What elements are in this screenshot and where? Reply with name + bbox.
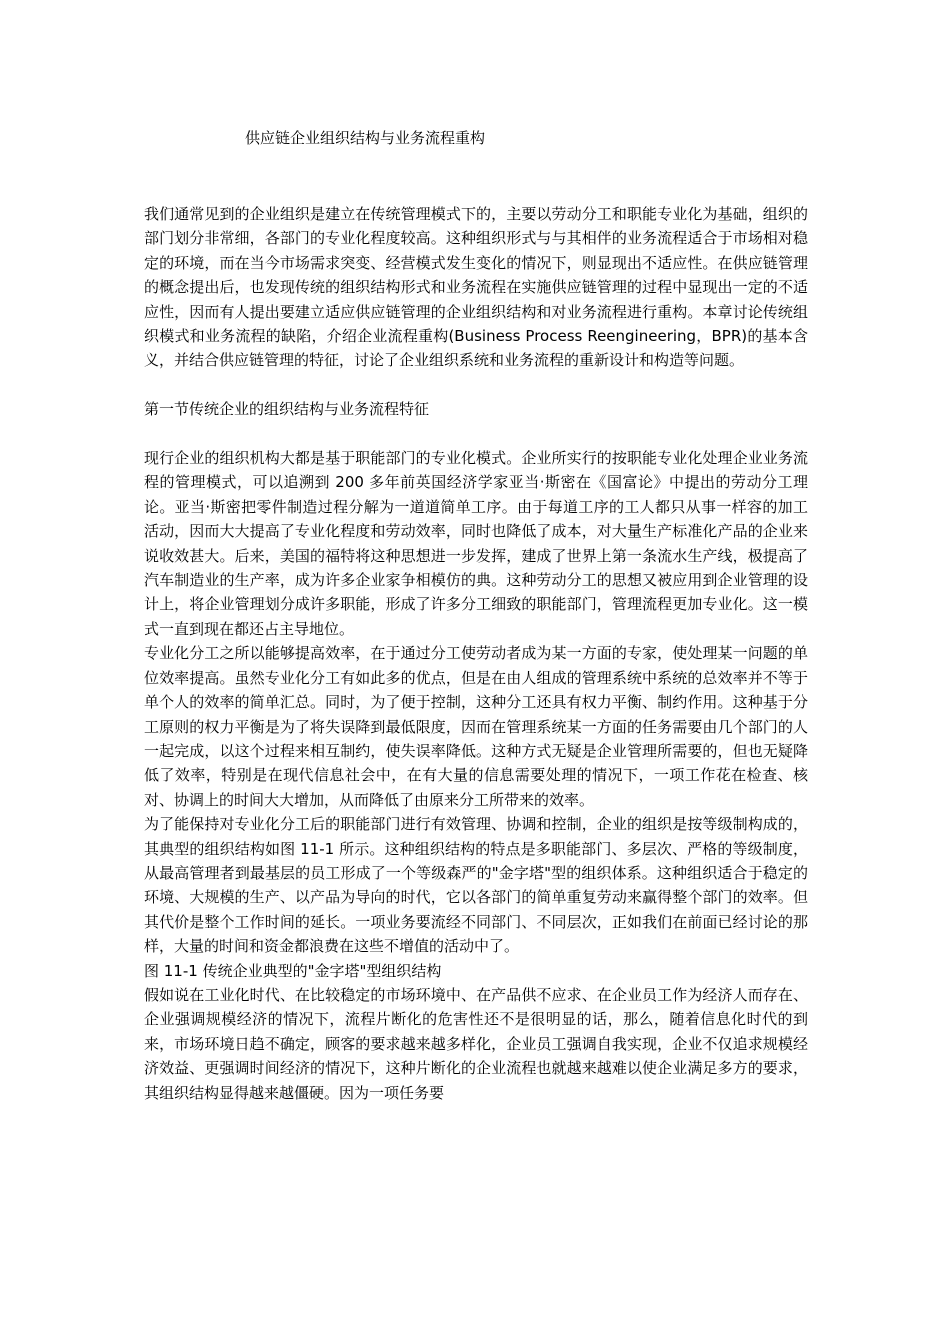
figure-caption: 图 11-1 传统企业典型的"金字塔"型组织结构 bbox=[144, 961, 442, 980]
intro-paragraph: 我们通常见到的企业组织是建立在传统管理模式下的，主要以劳动分工和职能专业化为基础，组织的部门划分非常细，各部门的专业化程度较高。这种组织形式与与其相伴的业务流程适合于市场相对稳定的环境，而在当今市场需求突变、经营模式发生变化的情况下，则显现出不适应性。在供应链管理的概念提出后，也发现传统的组织结构形式和业务流程在实施供应链管理的过程中显现出一定的不适应性，因而有人提出要建立适应供应链管理的企业组织结构和对业务流程进行重构。本章讨论传统组织模式和业务流程的缺陷，介绍企业流程重构(Business Process Reengineering，BPR)的基本含义，并结合供应链管理的特征，讨论了企业组织系统和业务流程的重新设计和构造等问题。 bbox=[144, 205, 808, 370]
body-paragraph-3: 为了能保持对专业化分工后的职能部门进行有效管理、协调和控制，企业的组织是按等级制构成的，其典型的组织结构如图 11-1 所示。这种组织结构的特点是多职能部门、多层次、严格的等级制度，从最高管理者到最基层的员工形成了一个等级森严的"金字塔"型的组织体系。这种组织适合于稳定的环境、大规模的生产、以产品为导向的时代，它以各部门的简单重复劳动来赢得整个部门的效率。但其代价是整个工作时间的延长。一项业务要流经不同部门、不同层次，正如我们在前面已经讨论的那样，大量的时间和资金都浪费在这些不增值的活动中了。 bbox=[144, 815, 808, 956]
body-paragraph-2: 专业化分工之所以能够提高效率，在于通过分工使劳动者成为某一方面的专家，使处理某一问题的单位效率提高。虽然专业化分工有如此多的优点，但是在由人组成的管理系统中系统的总效率并不等于单个人的效率的简单汇总。同时，为了便于控制，这种分工还具有权力平衡、制约作用。这种基于分工原则的权力平衡是为了将失误降到最低限度，因而在管理系统某一方面的任务需要由几个部门的人一起完成，以这个过程来相互制约，使失误率降低。这种方式无疑是企业管理所需要的，但也无疑降低了效率，特别是在现代信息社会中，在有大量的信息需要处理的情况下，一项工作花在检查、核对、协调上的时间大大增加，从而降低了由原来分工所带来的效率。 bbox=[144, 644, 808, 809]
body-paragraph-1: 现行企业的组织机构大都是基于职能部门的专业化模式。企业所实行的按职能专业化处理企业业务流程的管理模式，可以追溯到 200 多年前英国经济学家亚当·斯密在《国富论》中提出的劳动分工理论。亚当·斯密把零件制造过程分解为一道道简单工序。由于每道工序的工人都只从事一样容的加工活动，因而大大提高了专业化程度和劳动效率，同时也降低了成本，对大量生产标准化产品的企业来说收效甚大。后来，美国的福特将这种思想进一步发挥，建成了世界上第一条流水生产线，极提高了汽车制造业的生产率，成为许多企业家争相模仿的典。这种劳动分工的思想又被应用到企业管理的设计上，将企业管理划分成许多职能，形成了许多分工细致的职能部门，管理流程更加专业化。这一模式一直到现在都还占主导地位。 bbox=[144, 449, 808, 638]
document-title: 供应链企业组织结构与业务流程重构 bbox=[245, 129, 486, 147]
section-heading: 第一节传统企业的组织结构与业务流程特征 bbox=[144, 400, 430, 419]
document-body bbox=[144, 202, 808, 1105]
body-paragraph-4: 假如说在工业化时代、在比较稳定的市场环境中、在产品供不应求、在企业员工作为经济人而存在、企业强调规模经济的情况下，流程片断化的危害性还不是很明显的话，那么，随着信息化时代的到来，市场环境日趋不确定，顾客的要求越来越多样化，企业员工强调自我实现，企业不仅追求规模经济效益、更强调时间经济的情况下，这种片断化的企业流程也就越来越难以使企业满足多方的要求，其组织结构显得越来越僵硬。因为一项任务要 bbox=[144, 985, 808, 1102]
